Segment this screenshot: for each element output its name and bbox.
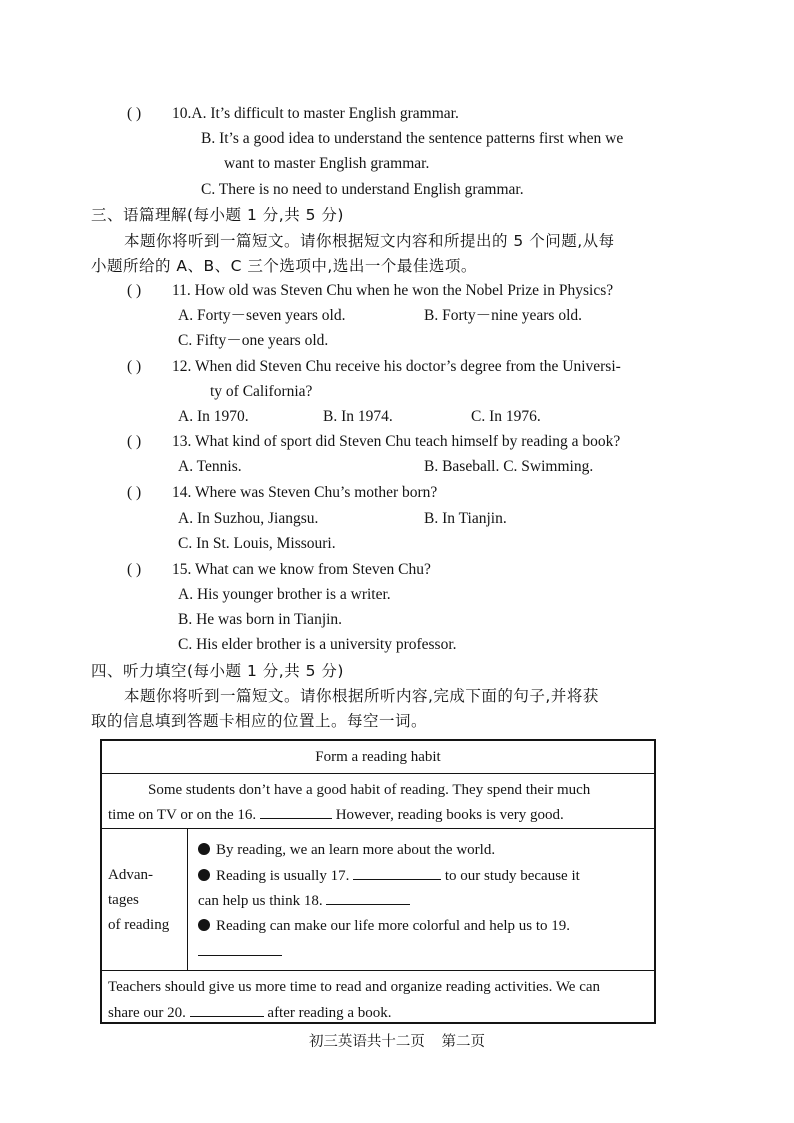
advantages-label-line2: tages <box>108 892 139 908</box>
answer-paren-12[interactable]: ( ) <box>127 358 142 375</box>
q14-option-c: C. In St. Louis, Missouri. <box>178 535 336 552</box>
advantage-point-3 <box>198 916 570 936</box>
q12-stem: 12. When did Steven Chu receive his doctor’s degree from the Universi- <box>172 358 621 375</box>
footer-total-pages: 初三英语共十二页 <box>308 1034 425 1050</box>
answer-paren-13[interactable]: ( ) <box>127 433 142 450</box>
advantage-point-2-start: Reading is usually 17. <box>216 868 350 884</box>
reading-habit-table <box>100 739 656 1024</box>
blank-17[interactable] <box>353 865 441 880</box>
q10-option-b: B. It’s a good idea to understand the sentence patterns first when we <box>201 130 624 147</box>
table-intro-line2-start: time on TV or on the 16. <box>108 807 257 823</box>
blank-18[interactable] <box>326 890 410 905</box>
q10-option-c: C. There is no need to understand English grammar. <box>201 181 524 198</box>
q13-option-a: A. Tennis. <box>178 458 242 475</box>
section3-instr-line2: 小题所给的 A、B、C 三个选项中,选出一个最佳选项。 <box>91 257 477 275</box>
advantage-point-2-cont <box>198 890 410 911</box>
bullet-icon <box>198 869 210 881</box>
section3-instr-line1: 本题你将听到一篇短文。请你根据短文内容和所提出的 5 个问题,从每 <box>124 232 615 250</box>
advantage-point-3-cont <box>198 941 282 962</box>
advantage-point-1 <box>198 840 495 860</box>
table-closing-row <box>102 971 654 1024</box>
section3-heading: 三、语篇理解(每小题 1 分,共 5 分) <box>91 206 344 224</box>
advantage-point-2-end: to our study because it <box>444 868 580 884</box>
q10-option-a: 10.A. It’s difficult to master English grammar. <box>172 105 459 122</box>
table-intro-line1: Some students don’t have a good habit of reading. They spend their much <box>148 782 591 798</box>
q10-option-b-cont: want to master English grammar. <box>224 155 430 172</box>
answer-paren-15[interactable]: ( ) <box>127 561 142 578</box>
answer-paren-10[interactable]: ( ) <box>127 105 142 122</box>
q11-option-a: A. Forty－seven years old. <box>178 307 346 324</box>
advantage-point-2-cont-text: can help us think 18. <box>198 893 323 909</box>
table-closing-line2-start: share our 20. <box>108 1005 186 1021</box>
q14-stem: 14. Where was Steven Chu’s mother born? <box>172 484 438 501</box>
q11-option-c: C. Fifty－one years old. <box>178 332 329 349</box>
advantage-point-2 <box>198 865 580 886</box>
table-closing-line2-end: after reading a book. <box>267 1005 392 1021</box>
advantages-label-line1: Advan- <box>108 867 153 883</box>
q15-option-c: C. His elder brother is a university professor. <box>178 636 457 653</box>
blank-20[interactable] <box>190 1002 264 1017</box>
q14-option-b: B. In Tianjin. <box>424 510 507 527</box>
section4-instr-line2: 取的信息填到答题卡相应的位置上。每空一词。 <box>91 712 428 730</box>
q13-stem: 13. What kind of sport did Steven Chu teach himself by reading a book? <box>172 433 621 450</box>
advantage-point-3-text: Reading can make our life more colorful and help us to 19. <box>216 918 571 934</box>
table-intro-line2 <box>108 804 564 825</box>
page-footer <box>0 1030 794 1051</box>
answer-paren-14[interactable]: ( ) <box>127 484 142 501</box>
table-closing-line1: Teachers should give us more time to read and organize reading activities. We can <box>108 979 601 995</box>
q12-option-b: B. In 1974. <box>323 408 393 425</box>
table-title: Form a reading habit <box>102 741 654 774</box>
q13-option-bc: B. Baseball. C. Swimming. <box>424 458 594 475</box>
bullet-icon <box>198 919 210 931</box>
q12-stem-cont: ty of California? <box>210 383 313 400</box>
q12-option-a: A. In 1970. <box>178 408 249 425</box>
section4-heading: 四、听力填空(每小题 1 分,共 5 分) <box>91 662 344 680</box>
blank-19[interactable] <box>198 941 282 956</box>
answer-paren-11[interactable]: ( ) <box>127 282 142 299</box>
advantage-point-1-text: By reading, we an learn more about the world. <box>216 842 496 858</box>
q15-stem: 15. What can we know from Steven Chu? <box>172 561 431 578</box>
table-closing-line2 <box>108 1002 392 1023</box>
table-intro-row <box>102 774 654 829</box>
table-advantages-row <box>102 829 654 971</box>
advantages-label-cell <box>102 829 188 970</box>
footer-page-number: 第二页 <box>441 1034 486 1050</box>
bullet-icon <box>198 843 210 855</box>
q15-option-a: A. His younger brother is a writer. <box>178 586 391 603</box>
q14-option-a: A. In Suzhou, Jiangsu. <box>178 510 319 527</box>
q15-option-b: B. He was born in Tianjin. <box>178 611 343 628</box>
advantages-label-line3: of reading <box>108 917 170 933</box>
table-intro-line2-end: However, reading books is very good. <box>335 807 564 823</box>
blank-16[interactable] <box>260 804 332 819</box>
q12-option-c: C. In 1976. <box>471 408 541 425</box>
q11-stem: 11. How old was Steven Chu when he won the Nobel Prize in Physics? <box>172 282 614 299</box>
q11-option-b: B. Forty－nine years old. <box>424 307 582 324</box>
section4-instr-line1: 本题你将听到一篇短文。请你根据所听内容,完成下面的句子,并将获 <box>124 687 599 705</box>
